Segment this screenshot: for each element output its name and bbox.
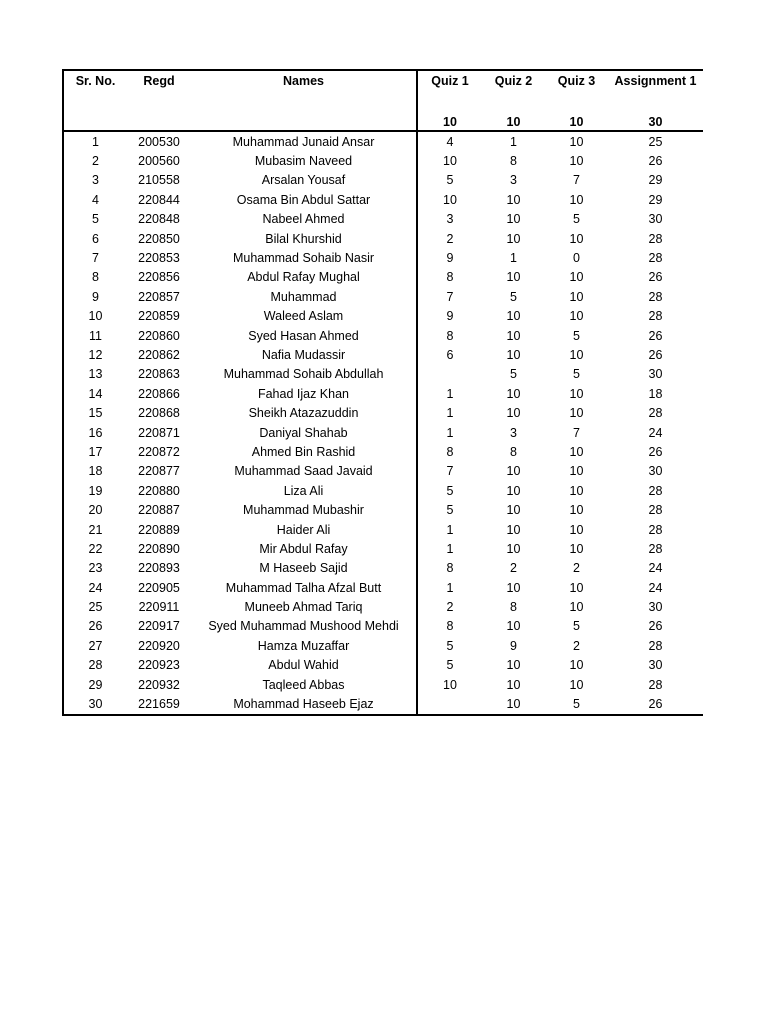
cell-name: Muhammad Sohaib Nasir [191, 248, 417, 267]
cell-name: Muhammad [191, 287, 417, 306]
cell-regd: 200530 [138, 134, 180, 149]
cell-name: Daniyal Shahab [191, 423, 417, 442]
cell-quiz-3: 10 [569, 444, 584, 459]
cell-quiz-1: 4 [446, 134, 454, 149]
marks-sheet [62, 69, 702, 716]
cell-sr-no: 17 [63, 442, 127, 461]
cell-name: Muhammad Junaid Ansar [191, 131, 417, 151]
header-quiz-2: Quiz 2 [482, 70, 545, 91]
cell-sr-no: 28 [63, 656, 127, 675]
cell-quiz-2: 8 [510, 444, 517, 459]
cell-assignment-1: 26 [648, 328, 663, 343]
cell-quiz-2: 10 [506, 677, 521, 692]
table-row [63, 190, 703, 209]
cell-quiz-1: 1 [446, 522, 454, 537]
cell-regd: 220844 [138, 192, 180, 207]
cell-quiz-3: 10 [569, 658, 584, 673]
cell-quiz-3: 10 [569, 309, 584, 324]
cell-regd: 220893 [138, 561, 180, 576]
cell-name: Ahmed Bin Rashid [191, 442, 417, 461]
cell-sr-no: 1 [63, 131, 127, 151]
cell-assignment-1: 30 [648, 464, 663, 479]
cell-sr-no: 14 [63, 384, 127, 403]
cell-regd: 220889 [138, 522, 180, 537]
cell-quiz-2: 10 [506, 503, 521, 518]
cell-name: Haider Ali [191, 520, 417, 539]
cell-quiz-1: 8 [446, 444, 454, 459]
cell-sr-no: 9 [63, 287, 127, 306]
cell-sr-no: 6 [63, 229, 127, 248]
cell-assignment-1: 28 [648, 541, 663, 556]
cell-quiz-2: 10 [506, 386, 521, 401]
cell-quiz-3: 10 [569, 503, 584, 518]
cell-quiz-2: 10 [506, 347, 521, 362]
cell-regd: 220887 [138, 503, 180, 518]
table-row [63, 248, 703, 267]
cell-quiz-1: 5 [446, 503, 454, 518]
cell-name: Mohammad Haseeb Ejaz [191, 694, 417, 714]
cell-regd: 221659 [127, 694, 191, 714]
cell-quiz-2: 2 [510, 561, 517, 576]
cell-quiz-3: 10 [569, 192, 584, 207]
cell-regd: 220853 [138, 251, 180, 266]
table-row [63, 500, 703, 519]
cell-sr-no: 12 [63, 345, 127, 364]
header-names: Names [191, 70, 417, 91]
cell-quiz-2: 8 [510, 600, 517, 615]
cell-regd: 220890 [138, 541, 180, 556]
cell-sr-no: 26 [63, 617, 127, 636]
cell-regd: 220880 [138, 483, 180, 498]
cell-assignment-1: 26 [648, 347, 663, 362]
table-row [63, 229, 703, 248]
header-quiz-1: Quiz 1 [417, 70, 482, 91]
table-row [63, 694, 703, 714]
cell-quiz-2: 1 [510, 251, 517, 266]
cell-name: Muhammad Mubashir [191, 500, 417, 519]
cell-quiz-2: 10 [506, 483, 521, 498]
table-row [63, 578, 703, 597]
cell-regd: 220920 [138, 638, 180, 653]
table-row [63, 423, 703, 442]
max-marks-row [63, 110, 703, 131]
cell-name: Muneeb Ahmad Tariq [191, 597, 417, 616]
cell-quiz-1: 6 [446, 347, 454, 362]
cell-assignment-1: 30 [648, 658, 663, 673]
table-row [63, 597, 703, 616]
cell-quiz-2: 8 [510, 154, 517, 169]
cell-quiz-3: 10 [569, 541, 584, 556]
cell-quiz-3: 10 [569, 154, 584, 169]
cell-name: Taqleed Abbas [191, 675, 417, 694]
cell-assignment-1: 24 [648, 425, 663, 440]
cell-quiz-1 [417, 694, 482, 714]
cell-name: Mubasim Naveed [191, 151, 417, 170]
cell-quiz-2: 10 [506, 309, 521, 324]
cell-regd: 220872 [138, 444, 180, 459]
cell-quiz-3: 10 [569, 347, 584, 362]
cell-quiz-1: 2 [446, 231, 454, 246]
table-row [63, 481, 703, 500]
cell-assignment-1: 28 [648, 251, 663, 266]
cell-sr-no: 4 [63, 190, 127, 209]
cell-regd: 220863 [138, 367, 180, 382]
cell-name: Mir Abdul Rafay [191, 539, 417, 558]
cell-sr-no: 20 [63, 500, 127, 519]
cell-regd: 220857 [138, 289, 180, 304]
cell-quiz-2: 10 [506, 580, 521, 595]
table-row [63, 442, 703, 461]
cell-regd: 220917 [138, 619, 180, 634]
cell-quiz-1: 7 [446, 289, 454, 304]
cell-name: Hamza Muzaffar [191, 636, 417, 655]
cell-sr-no: 22 [63, 539, 127, 558]
table-row [63, 384, 703, 403]
cell-assignment-1: 28 [648, 522, 663, 537]
cell-regd: 220871 [138, 425, 180, 440]
cell-regd: 210558 [138, 173, 180, 188]
cell-name: Abdul Rafay Mughal [191, 268, 417, 287]
cell-quiz-2: 9 [510, 638, 517, 653]
cell-sr-no: 7 [63, 248, 127, 267]
cell-regd: 220859 [138, 309, 180, 324]
table-row [63, 559, 703, 578]
cell-quiz-2: 10 [506, 192, 521, 207]
cell-assignment-1: 24 [648, 580, 663, 595]
cell-quiz-1: 10 [443, 192, 457, 207]
cell-quiz-1: 1 [446, 386, 454, 401]
cell-quiz-3: 7 [573, 425, 580, 440]
cell-name: Muhammad Saad Javaid [191, 462, 417, 481]
cell-assignment-1: 30 [648, 367, 663, 382]
cell-name: Bilal Khurshid [191, 229, 417, 248]
cell-name: Waleed Aslam [191, 307, 417, 326]
cell-quiz-2: 10 [506, 328, 521, 343]
cell-sr-no: 11 [63, 326, 127, 345]
cell-assignment-1: 28 [648, 503, 663, 518]
cell-assignment-1: 28 [648, 231, 663, 246]
cell-assignment-1: 29 [648, 192, 663, 207]
header-row [63, 70, 703, 91]
cell-assignment-1: 28 [648, 483, 663, 498]
cell-assignment-1: 24 [648, 561, 663, 576]
cell-sr-no: 16 [63, 423, 127, 442]
table-row [63, 462, 703, 481]
cell-quiz-1: 8 [446, 619, 454, 634]
header-assignment-1: Assignment 1 [608, 70, 703, 91]
table-row [63, 365, 703, 384]
cell-regd: 220848 [138, 212, 180, 227]
cell-sr-no: 25 [63, 597, 127, 616]
cell-quiz-2: 10 [506, 406, 521, 421]
cell-quiz-3: 0 [573, 251, 580, 266]
cell-quiz-1: 1 [446, 580, 454, 595]
cell-sr-no: 30 [63, 694, 127, 714]
cell-assignment-1: 26 [608, 694, 703, 714]
max-marks-quiz-2: 10 [482, 110, 545, 131]
max-marks-quiz-1: 10 [417, 110, 482, 131]
table-row [63, 520, 703, 539]
cell-quiz-2: 10 [506, 212, 521, 227]
cell-regd: 220868 [138, 406, 180, 421]
cell-quiz-2: 10 [506, 270, 521, 285]
cell-quiz-2: 3 [510, 425, 517, 440]
cell-name: Muhammad Sohaib Abdullah [191, 365, 417, 384]
cell-sr-no: 23 [63, 559, 127, 578]
cell-quiz-3: 10 [569, 677, 584, 692]
cell-assignment-1: 26 [648, 444, 663, 459]
cell-quiz-3: 10 [569, 289, 584, 304]
cell-regd: 220862 [138, 347, 180, 362]
cell-sr-no: 15 [63, 403, 127, 422]
cell-regd: 220905 [138, 580, 180, 595]
cell-quiz-1 [417, 365, 482, 384]
cell-sr-no: 27 [63, 636, 127, 655]
cell-quiz-1: 5 [446, 658, 454, 673]
cell-quiz-1: 1 [446, 425, 454, 440]
table-row [63, 151, 703, 170]
cell-quiz-1: 7 [446, 464, 454, 479]
cell-quiz-1: 9 [446, 251, 454, 266]
cell-quiz-3: 10 [569, 464, 584, 479]
cell-name: Liza Ali [191, 481, 417, 500]
header-quiz-3: Quiz 3 [545, 70, 608, 91]
cell-quiz-3: 5 [573, 212, 580, 227]
cell-name: Osama Bin Abdul Sattar [191, 190, 417, 209]
cell-quiz-1: 5 [446, 173, 454, 188]
cell-quiz-3: 5 [545, 694, 608, 714]
cell-assignment-1: 28 [648, 289, 663, 304]
cell-assignment-1: 29 [648, 173, 663, 188]
cell-sr-no: 29 [63, 675, 127, 694]
table-row [63, 403, 703, 422]
cell-quiz-2: 10 [506, 464, 521, 479]
cell-quiz-2: 3 [510, 173, 517, 188]
table-header [63, 70, 703, 131]
cell-name: Sheikh Atazazuddin [191, 403, 417, 422]
cell-quiz-2: 10 [506, 619, 521, 634]
cell-quiz-1: 8 [446, 328, 454, 343]
cell-quiz-3: 5 [573, 619, 580, 634]
cell-regd: 220911 [138, 600, 180, 615]
cell-quiz-3: 7 [573, 173, 580, 188]
cell-quiz-3: 10 [569, 231, 584, 246]
cell-assignment-1: 18 [648, 386, 663, 401]
cell-sr-no: 3 [63, 171, 127, 190]
cell-quiz-3: 10 [569, 600, 584, 615]
table-row [63, 539, 703, 558]
cell-sr-no: 21 [63, 520, 127, 539]
cell-quiz-1: 8 [446, 561, 454, 576]
cell-assignment-1: 28 [648, 309, 663, 324]
cell-sr-no: 24 [63, 578, 127, 597]
cell-sr-no: 2 [63, 151, 127, 170]
cell-sr-no: 8 [63, 268, 127, 287]
cell-quiz-1: 10 [443, 154, 457, 169]
cell-assignment-1: 25 [648, 134, 663, 149]
cell-quiz-1: 10 [443, 677, 457, 692]
cell-quiz-2: 10 [506, 541, 521, 556]
table-row [63, 268, 703, 287]
cell-quiz-2: 5 [510, 367, 517, 382]
cell-quiz-3: 10 [569, 522, 584, 537]
table-row [63, 675, 703, 694]
header-regd: Regd [127, 70, 191, 91]
table-row [63, 656, 703, 675]
header-sr-no: Sr. No. [63, 70, 127, 91]
cell-quiz-3: 10 [569, 386, 584, 401]
table-row [63, 326, 703, 345]
cell-quiz-1: 8 [446, 270, 454, 285]
cell-sr-no: 5 [63, 210, 127, 229]
cell-assignment-1: 26 [648, 619, 663, 634]
cell-regd: 220923 [138, 658, 180, 673]
cell-assignment-1: 30 [648, 600, 663, 615]
cell-quiz-1: 2 [446, 600, 454, 615]
table-row [63, 131, 703, 151]
table-body [63, 131, 703, 715]
cell-name: Nabeel Ahmed [191, 210, 417, 229]
cell-quiz-1: 5 [446, 638, 454, 653]
cell-sr-no: 18 [63, 462, 127, 481]
cell-quiz-3: 10 [569, 270, 584, 285]
cell-sr-no: 10 [63, 307, 127, 326]
cell-quiz-2: 5 [510, 289, 517, 304]
max-marks-assignment-1: 30 [608, 110, 703, 131]
cell-sr-no: 19 [63, 481, 127, 500]
cell-quiz-2: 10 [506, 658, 521, 673]
cell-regd: 220850 [138, 231, 180, 246]
cell-assignment-1: 26 [648, 154, 663, 169]
cell-quiz-3: 5 [573, 367, 580, 382]
cell-assignment-1: 28 [648, 677, 663, 692]
cell-quiz-2: 1 [510, 134, 517, 149]
cell-quiz-3: 10 [569, 406, 584, 421]
table-row [63, 307, 703, 326]
table-row [63, 171, 703, 190]
cell-assignment-1: 28 [648, 638, 663, 653]
cell-regd: 220877 [138, 464, 180, 479]
cell-assignment-1: 28 [648, 406, 663, 421]
cell-regd: 220866 [138, 386, 180, 401]
cell-quiz-2: 10 [506, 522, 521, 537]
cell-name: Nafia Mudassir [191, 345, 417, 364]
cell-regd: 220860 [138, 328, 180, 343]
cell-regd: 220856 [138, 270, 180, 285]
cell-assignment-1: 30 [648, 212, 663, 227]
cell-quiz-3: 2 [573, 638, 580, 653]
cell-quiz-3: 2 [573, 561, 580, 576]
cell-name: M Haseeb Sajid [191, 559, 417, 578]
table-row [63, 287, 703, 306]
cell-quiz-1: 5 [446, 483, 454, 498]
cell-name: Syed Muhammad Mushood Mehdi [191, 617, 417, 636]
cell-quiz-2: 10 [506, 231, 521, 246]
cell-quiz-1: 1 [446, 406, 454, 421]
table-row [63, 345, 703, 364]
cell-quiz-1: 1 [446, 541, 454, 556]
table-row [63, 617, 703, 636]
cell-name: Abdul Wahid [191, 656, 417, 675]
cell-name: Fahad Ijaz Khan [191, 384, 417, 403]
cell-assignment-1: 26 [648, 270, 663, 285]
max-marks-quiz-3: 10 [545, 110, 608, 131]
cell-quiz-1: 3 [446, 212, 454, 227]
cell-quiz-2: 10 [482, 694, 545, 714]
table-row [63, 636, 703, 655]
cell-name: Arsalan Yousaf [191, 171, 417, 190]
cell-quiz-3: 10 [569, 134, 584, 149]
cell-sr-no: 13 [63, 365, 127, 384]
cell-quiz-3: 10 [569, 580, 584, 595]
cell-name: Muhammad Talha Afzal Butt [191, 578, 417, 597]
table-row [63, 210, 703, 229]
cell-quiz-1: 9 [446, 309, 454, 324]
marks-table [62, 69, 703, 716]
cell-regd: 200560 [138, 154, 180, 169]
cell-quiz-3: 5 [573, 328, 580, 343]
cell-regd: 220932 [138, 677, 180, 692]
cell-name: Syed Hasan Ahmed [191, 326, 417, 345]
header-gap-row [63, 91, 703, 110]
cell-quiz-3: 10 [569, 483, 584, 498]
